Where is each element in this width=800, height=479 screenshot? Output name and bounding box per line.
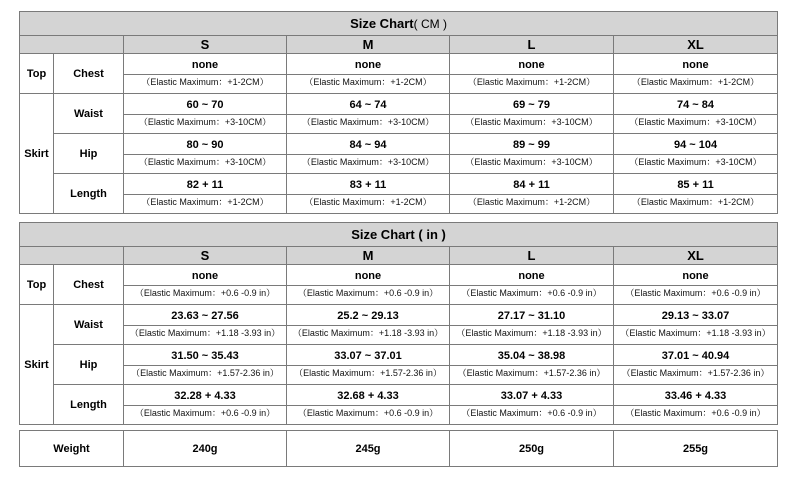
elastic-note: （Elastic Maximum：+3-10CM） bbox=[614, 154, 777, 169]
table-row bbox=[20, 431, 778, 467]
measure-value: 94 ~ 104 bbox=[673, 139, 718, 151]
measure-value: 33.46 + 4.33 bbox=[664, 390, 727, 402]
size-cell bbox=[614, 305, 778, 345]
elastic-note: （Elastic Maximum：+1.57-2.36 in） bbox=[287, 365, 449, 380]
elastic-note: （Elastic Maximum：+1-2CM） bbox=[614, 74, 777, 89]
row-label: Hip bbox=[54, 345, 124, 385]
size-cell bbox=[287, 385, 450, 425]
elastic-note: （Elastic Maximum：+1-2CM） bbox=[124, 74, 286, 89]
measure-value: 84 ~ 94 bbox=[349, 139, 387, 151]
size-cell bbox=[124, 134, 287, 174]
size-cell bbox=[614, 54, 778, 94]
size-header-xl: XL bbox=[614, 247, 778, 265]
elastic-note: （Elastic Maximum：+1-2CM） bbox=[287, 194, 449, 209]
size-cell bbox=[124, 265, 287, 305]
elastic-note: （Elastic Maximum：+0.6 -0.9 in） bbox=[287, 285, 449, 300]
elastic-note: （Elastic Maximum：+0.6 -0.9 in） bbox=[287, 405, 449, 420]
size-cell bbox=[287, 174, 450, 214]
elastic-note: （Elastic Maximum：+3-10CM） bbox=[287, 114, 449, 129]
elastic-note: （Elastic Maximum：+3-10CM） bbox=[450, 154, 613, 169]
measure-value: 23.63 ~ 27.56 bbox=[171, 310, 239, 322]
elastic-note: （Elastic Maximum：+1.18 -3.93 in） bbox=[614, 325, 777, 340]
size-cell bbox=[287, 94, 450, 134]
table-row bbox=[20, 54, 778, 94]
size-chart-cm-title bbox=[20, 12, 778, 36]
size-cell bbox=[124, 94, 287, 134]
weight-label: Weight bbox=[20, 431, 124, 467]
size-chart-in bbox=[19, 222, 778, 425]
size-cell bbox=[614, 94, 778, 134]
measure-value: none bbox=[518, 270, 545, 282]
corner-cell bbox=[20, 36, 124, 54]
measure-value: 35.04 ~ 38.98 bbox=[497, 350, 566, 362]
size-cell bbox=[450, 54, 614, 94]
table-row bbox=[20, 305, 778, 345]
size-cell bbox=[124, 345, 287, 385]
measure-value: 27.17 ~ 31.10 bbox=[497, 310, 566, 322]
elastic-note: （Elastic Maximum：+3-10CM） bbox=[124, 114, 286, 129]
elastic-note: （Elastic Maximum：+0.6 -0.9 in） bbox=[124, 285, 286, 300]
chart-unit: ( CM ) bbox=[413, 17, 447, 31]
measure-value: 80 ~ 90 bbox=[186, 139, 224, 151]
size-cell bbox=[614, 265, 778, 305]
measure-value: 60 ~ 70 bbox=[186, 99, 224, 111]
size-cell bbox=[287, 54, 450, 94]
elastic-note: （Elastic Maximum：+1-2CM） bbox=[614, 194, 777, 209]
row-label: Length bbox=[54, 385, 124, 425]
size-cell bbox=[450, 305, 614, 345]
size-chart-cm bbox=[19, 11, 778, 214]
row-label: Waist bbox=[54, 94, 124, 134]
row-label: Chest bbox=[54, 54, 124, 94]
weight-value: 245g bbox=[287, 431, 450, 467]
table-row bbox=[20, 134, 778, 174]
weight-value: 255g bbox=[614, 431, 778, 467]
measure-value: 33.07 ~ 37.01 bbox=[334, 350, 402, 362]
size-cell bbox=[614, 345, 778, 385]
measure-value: 82 + 11 bbox=[186, 179, 224, 191]
size-cell bbox=[124, 385, 287, 425]
top-label: Top bbox=[20, 54, 54, 94]
size-chart-in-title bbox=[20, 223, 778, 247]
size-cell bbox=[124, 174, 287, 214]
elastic-note: （Elastic Maximum：+1.57-2.36 in） bbox=[614, 365, 777, 380]
size-cell bbox=[450, 174, 614, 214]
measure-value: none bbox=[191, 59, 219, 71]
measure-value: 29.13 ~ 33.07 bbox=[661, 310, 730, 322]
measure-value: 31.50 ~ 35.43 bbox=[171, 350, 239, 362]
measure-value: 74 ~ 84 bbox=[677, 99, 715, 111]
table-row bbox=[20, 265, 778, 305]
elastic-note: （Elastic Maximum：+1.18 -3.93 in） bbox=[450, 325, 613, 340]
measure-value: none bbox=[682, 59, 709, 71]
size-cell bbox=[450, 385, 614, 425]
row-label: Waist bbox=[54, 305, 124, 345]
top-label: Top bbox=[20, 265, 54, 305]
measure-value: 33.07 + 4.33 bbox=[500, 390, 563, 402]
size-header-s: S bbox=[124, 36, 287, 54]
measure-value: none bbox=[518, 59, 545, 71]
size-cell bbox=[287, 305, 450, 345]
measure-value: 69 ~ 79 bbox=[512, 99, 550, 111]
size-cell bbox=[124, 54, 287, 94]
skirt-label: Skirt bbox=[20, 305, 54, 425]
skirt-label: Skirt bbox=[20, 94, 54, 214]
size-cell bbox=[614, 174, 778, 214]
row-label: Hip bbox=[54, 134, 124, 174]
elastic-note: （Elastic Maximum：+3-10CM） bbox=[124, 154, 286, 169]
elastic-note: （Elastic Maximum：+1-2CM） bbox=[287, 74, 449, 89]
table-row bbox=[20, 174, 778, 214]
size-cell bbox=[450, 265, 614, 305]
elastic-note: （Elastic Maximum：+0.6 -0.9 in） bbox=[614, 285, 777, 300]
measure-value: 85 + 11 bbox=[677, 179, 714, 191]
row-label: Chest bbox=[54, 265, 124, 305]
size-header-m: M bbox=[287, 247, 450, 265]
size-cell bbox=[287, 345, 450, 385]
size-cell bbox=[614, 134, 778, 174]
weight-value: 250g bbox=[450, 431, 614, 467]
size-cell bbox=[450, 134, 614, 174]
table-row bbox=[20, 385, 778, 425]
elastic-note: （Elastic Maximum：+1.18 -3.93 in） bbox=[124, 325, 286, 340]
table-row bbox=[20, 94, 778, 134]
row-label: Length bbox=[54, 174, 124, 214]
measure-value: none bbox=[191, 270, 219, 282]
elastic-note: （Elastic Maximum：+0.6 -0.9 in） bbox=[124, 405, 286, 420]
size-header-l: L bbox=[450, 247, 614, 265]
table-row bbox=[20, 345, 778, 385]
elastic-note: （Elastic Maximum：+1.18 -3.93 in） bbox=[287, 325, 449, 340]
measure-value: none bbox=[354, 59, 382, 71]
size-cell bbox=[287, 134, 450, 174]
chart-title: Size Chart bbox=[350, 16, 414, 31]
measure-value: 37.01 ~ 40.94 bbox=[661, 350, 730, 362]
size-header-s: S bbox=[124, 247, 287, 265]
elastic-note: （Elastic Maximum：+0.6 -0.9 in） bbox=[450, 405, 613, 420]
chart-title: Size Chart bbox=[351, 227, 415, 242]
weight-value: 240g bbox=[124, 431, 287, 467]
elastic-note: （Elastic Maximum：+1.57-2.36 in） bbox=[124, 365, 286, 380]
elastic-note: （Elastic Maximum：+1.57-2.36 in） bbox=[450, 365, 613, 380]
size-cell bbox=[124, 305, 287, 345]
elastic-note: （Elastic Maximum：+3-10CM） bbox=[287, 154, 449, 169]
elastic-note: （Elastic Maximum：+1-2CM） bbox=[450, 194, 613, 209]
elastic-note: （Elastic Maximum：+3-10CM） bbox=[614, 114, 777, 129]
size-cell bbox=[287, 265, 450, 305]
measure-value: 89 ~ 99 bbox=[512, 139, 550, 151]
measure-value: 84 + 11 bbox=[513, 179, 550, 191]
size-cell bbox=[450, 94, 614, 134]
size-header-m: M bbox=[287, 36, 450, 54]
measure-value: 25.2 ~ 29.13 bbox=[337, 310, 399, 322]
measure-value: none bbox=[354, 270, 382, 282]
chart-unit: ( in ) bbox=[418, 227, 446, 242]
elastic-note: （Elastic Maximum：+1-2CM） bbox=[450, 74, 613, 89]
elastic-note: （Elastic Maximum：+0.6 -0.9 in） bbox=[450, 285, 613, 300]
size-cell bbox=[450, 345, 614, 385]
size-header-xl: XL bbox=[614, 36, 778, 54]
elastic-note: （Elastic Maximum：+0.6 -0.9 in） bbox=[614, 405, 777, 420]
size-cell bbox=[614, 385, 778, 425]
elastic-note: （Elastic Maximum：+1-2CM） bbox=[124, 194, 286, 209]
weight-table bbox=[19, 430, 778, 467]
measure-value: 64 ~ 74 bbox=[349, 99, 387, 111]
corner-cell bbox=[20, 247, 124, 265]
measure-value: 32.28 + 4.33 bbox=[174, 390, 236, 402]
measure-value: none bbox=[682, 270, 709, 282]
elastic-note: （Elastic Maximum：+3-10CM） bbox=[450, 114, 613, 129]
measure-value: 83 + 11 bbox=[349, 179, 387, 191]
size-header-l: L bbox=[450, 36, 614, 54]
measure-value: 32.68 + 4.33 bbox=[337, 390, 399, 402]
